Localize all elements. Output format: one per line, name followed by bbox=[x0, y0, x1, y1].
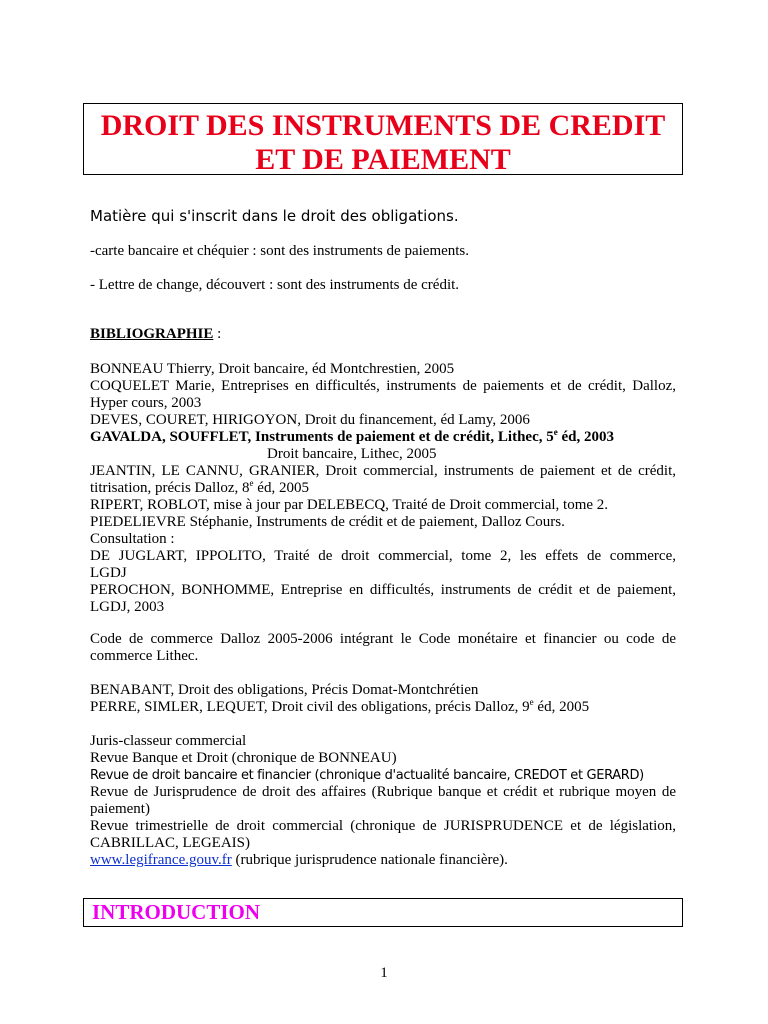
ref-gavalda-sup: e bbox=[553, 427, 558, 437]
legifrance-link[interactable]: www.legifrance.gouv.fr bbox=[90, 852, 232, 868]
ref-perre-sup: e bbox=[529, 697, 534, 707]
ref-perochon-line-2: LGDJ, 2003 bbox=[90, 599, 165, 615]
legifrance-suffix: (rubrique jurisprudence nationale financière). bbox=[231, 852, 508, 868]
ref-jeantin-line-1: JEANTIN, LE CANNU, GRANIER, Droit commercial, instruments de paiement et de crédit, bbox=[90, 463, 676, 479]
revue-droit-bancaire: Revue de droit bancaire et financier (chronique d'actualité bancaire, CREDOT et GERARD) bbox=[90, 768, 644, 783]
ref-dejuglart-line-1: DE JUGLART, IPPOLITO, Traité de droit commercial, tome 2, les effets de commerce, bbox=[90, 548, 676, 564]
legifrance-line bbox=[90, 852, 508, 869]
bibliographie-colon: : bbox=[213, 326, 222, 342]
title-line-2: ET DE PAIEMENT bbox=[255, 143, 511, 176]
revue-trimestrielle-line-2: CABRILLAC, LEGEAIS) bbox=[90, 835, 250, 851]
ref-coquelet-line-1: COQUELET Marie, Entreprises en difficultés, instruments de paiements et de crédit, Dalloz, bbox=[90, 378, 676, 394]
intro-line-matiere: Matière qui s'inscrit dans le droit des obligations. bbox=[90, 207, 459, 225]
ref-jeantin-edition: éd, 2005 bbox=[253, 480, 309, 496]
ref-perochon-line-1: PEROCHON, BONHOMME, Entreprise en difficultés, instruments de crédit et de paiement, bbox=[90, 582, 676, 598]
bibliographie-heading bbox=[90, 326, 221, 343]
ref-jeantin-line-2 bbox=[90, 480, 309, 497]
bibliographie-label: BIBLIOGRAPHIE bbox=[90, 326, 214, 342]
intro-line-lettre: - Lettre de change, découvert : sont des instruments de crédit. bbox=[90, 277, 460, 293]
page-number: 1 bbox=[380, 965, 388, 981]
revue-trimestrielle-line-1: Revue trimestrielle de droit commercial (chronique de JURISPRUDENCE et de législation, bbox=[90, 818, 676, 834]
ref-perre-text: PERRE, SIMLER, LEQUET, Droit civil des obligations, précis Dalloz, 9 bbox=[90, 699, 530, 715]
ref-bonneau: BONNEAU Thierry, Droit bancaire, éd Montchrestien, 2005 bbox=[90, 361, 455, 377]
ref-jeantin-text: titrisation, précis Dalloz, 8 bbox=[90, 480, 250, 496]
ref-benabant: BENABANT, Droit des obligations, Précis Domat-Montchrétien bbox=[90, 682, 479, 698]
ref-perre-edition: éd, 2005 bbox=[533, 699, 590, 715]
introduction-heading: INTRODUCTION bbox=[83, 898, 683, 927]
juris-classeur: Juris-classeur commercial bbox=[90, 733, 247, 749]
ref-jeantin-sup: e bbox=[249, 478, 254, 488]
ref-gavalda-text: GAVALDA, SOUFFLET, Instruments de paiement et de crédit, Lithec, 5 bbox=[90, 429, 554, 445]
ref-coquelet-line-2: Hyper cours, 2003 bbox=[90, 395, 202, 411]
ref-gavalda-edition: éd, 2003 bbox=[557, 429, 614, 445]
ref-perre bbox=[90, 699, 589, 716]
document-title-box bbox=[83, 103, 683, 175]
ref-deves: DEVES, COURET, HIRIGOYON, Droit du financement, éd Lamy, 2006 bbox=[90, 412, 530, 428]
ref-gavalda-line-2: Droit bancaire, Lithec, 2005 bbox=[267, 446, 437, 462]
ref-gavalda bbox=[90, 429, 614, 446]
ref-piedelievre: PIEDELIEVRE Stéphanie, Instruments de crédit et de paiement, Dalloz Cours. bbox=[90, 514, 565, 530]
revue-jurisprudence-line-2: paiement) bbox=[90, 801, 150, 817]
intro-line-carte: -carte bancaire et chéquier : sont des instruments de paiements. bbox=[90, 243, 470, 259]
revue-banque-droit: Revue Banque et Droit (chronique de BONNEAU) bbox=[90, 750, 397, 766]
revue-jurisprudence-line-1: Revue de Jurisprudence de droit des affaires (Rubrique banque et crédit et rubrique moyen de bbox=[90, 784, 676, 800]
title-line-1: DROIT DES INSTRUMENTS DE CREDIT bbox=[100, 109, 666, 142]
ref-dejuglart-line-2: LGDJ bbox=[90, 565, 127, 581]
ref-ripert: RIPERT, ROBLOT, mise à jour par DELEBECQ, Traité de Droit commercial, tome 2. bbox=[90, 497, 609, 513]
code-line-1: Code de commerce Dalloz 2005-2006 intégrant le Code monétaire et financier ou code de bbox=[90, 631, 676, 647]
consultation-label: Consultation : bbox=[90, 531, 175, 547]
code-line-2: commerce Lithec. bbox=[90, 648, 199, 664]
